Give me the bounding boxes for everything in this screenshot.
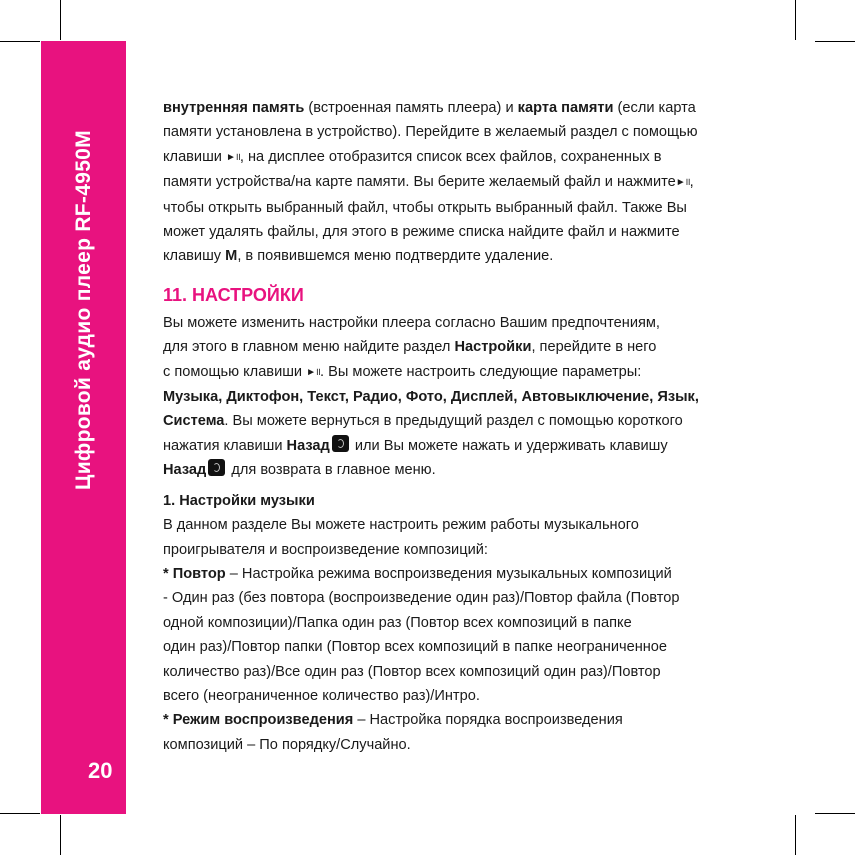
term-system: Система (163, 413, 225, 430)
crop-mark (60, 0, 61, 40)
text-line: чтобы открыть выбранный файл, чтобы открыть выбранный файл. Также Вы (163, 199, 687, 216)
text: для этого в главном меню найдите раздел (163, 339, 455, 356)
text-line: может удалять файлы, для этого в режиме списка найдите файл и нажмите (163, 224, 680, 241)
term-internal-memory: внутренняя память (163, 100, 305, 116)
page-content (163, 96, 763, 757)
option-play-mode-label: * Режим воспроизведения (163, 712, 354, 729)
text: , (689, 174, 694, 191)
text: – Настройка порядка воспроизведения (353, 712, 623, 729)
text-line: памяти установлена в устройство). Перейдите в желаемый раздел с помощью (163, 124, 698, 141)
intro-paragraph (163, 96, 763, 269)
text-line: композиций – По порядку/Случайно. (163, 736, 411, 753)
text-line: один раз)/Повтор папки (Повтор всех композиций в папке неограниченное (163, 639, 668, 656)
text: для возврата в главное меню. (227, 462, 436, 479)
option-repeat-label: * Повтор (163, 565, 226, 582)
text: с помощью клавиши (163, 363, 307, 380)
crop-mark (0, 41, 40, 42)
subsection-heading: 1. Настройки музыки (163, 492, 315, 509)
play-pause-icon: ►॥ (675, 177, 690, 189)
crop-mark (795, 0, 796, 40)
term-memory-card: карта памяти (517, 100, 614, 116)
play-pause-icon: ►॥ (226, 151, 240, 163)
crop-mark (0, 813, 40, 814)
text-line: проигрывателя и воспроизведение композиций: (163, 541, 488, 558)
crop-mark (815, 813, 855, 814)
text: клавишу (163, 248, 226, 265)
term-back: Назад (163, 462, 207, 479)
text: памяти устройства/на карте памяти. Вы берите желаемый файл и нажмите (163, 174, 676, 191)
section-heading: 11. НАСТРОЙКИ (163, 284, 304, 305)
text: (если карта (613, 100, 696, 116)
text: . Вы можете настроить следующие параметры: (320, 363, 642, 380)
term-back: Назад (286, 437, 330, 454)
text: . Вы можете вернуться в предыдущий раздел с помощью короткого (224, 413, 683, 430)
text: , перейдите в него (531, 339, 657, 356)
crop-mark (60, 815, 61, 855)
term-settings: Настройки (454, 339, 532, 356)
text-line: количество раз)/Все один раз (Повтор всех композиций один раз)/Повтор (163, 663, 661, 680)
crop-mark (795, 815, 796, 855)
text: клавиши (163, 148, 226, 165)
page-number: 20 (88, 758, 113, 783)
text: , на дисплее отобразится список всех файлов, сохраненных в (239, 148, 662, 165)
crop-mark (815, 41, 855, 42)
settings-list: Музыка, Диктофон, Текст, Радио, Фото, Дисплей, Автовыключение, Язык, (163, 389, 699, 406)
sidebar-title: Цифровой аудио плеер RF-4950M (72, 130, 95, 490)
text: – Настройка режима воспроизведения музыкальных композиций (225, 565, 672, 582)
text-line: одной композиции)/Папка один раз (Повтор всех композиций в папке (163, 614, 632, 631)
text: или Вы можете нажать и удерживать клавишу (350, 437, 668, 454)
text: нажатия клавиши (163, 437, 287, 454)
key-m: M (225, 248, 238, 265)
text-line: - Один раз (без повтора (воспроизведение один раз)/Повтор файла (Повтор (163, 590, 680, 607)
text: , в появившемся меню подтвердите удаление. (237, 248, 554, 265)
text-line: Вы можете изменить настройки плеера согласно Вашим предпочтениям, (163, 314, 660, 331)
music-paragraph (163, 513, 763, 757)
play-pause-icon: ►॥ (306, 366, 321, 378)
text-line: В данном разделе Вы можете настроить режим работы музыкального (163, 517, 639, 534)
text: (встроенная память плеера) и (304, 100, 518, 116)
back-icon (332, 435, 349, 452)
back-icon (208, 459, 225, 476)
settings-paragraph (163, 311, 763, 483)
text-line: всего (неограниченное количество раз)/Интро. (163, 687, 480, 704)
